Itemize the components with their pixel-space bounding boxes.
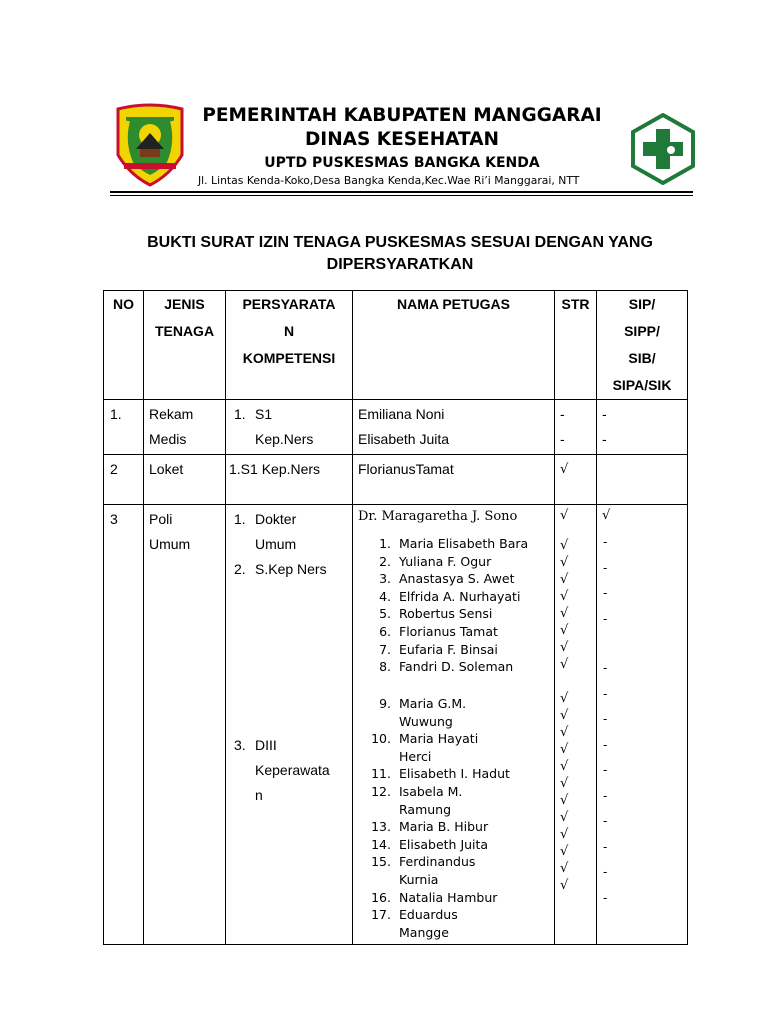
list-item-number: 11. [371, 766, 391, 782]
str-checkmark: √ [560, 861, 569, 876]
list-item-name: Maria B. Hibur [399, 819, 489, 835]
header-government: PEMERINTAH KABUPATEN MANGGARAI [202, 105, 602, 126]
sip-dash: - [603, 585, 608, 600]
str-checkmark: √ [560, 606, 569, 621]
header-rule-top [110, 191, 693, 193]
list-item-name: Eduardus [399, 907, 458, 923]
list-item-name: Ramung [399, 801, 452, 817]
row2-str: √ [560, 462, 569, 477]
header-jenis-2: TENAGA [154, 323, 215, 339]
sip-dash: - [603, 685, 608, 701]
sip-dash: - [603, 660, 608, 675]
row3-req3-line3: n [255, 787, 263, 803]
sip-dash: - [603, 610, 608, 626]
header-persyaratan-2: N [283, 323, 295, 339]
list-item-number: 4. [379, 588, 391, 604]
row3-req1-line2: Umum [255, 536, 297, 552]
staff-list-a [353, 535, 553, 676]
header-sip-4: SIPA/SIK [612, 377, 672, 393]
list-item [353, 730, 553, 765]
str-checkmark: √ [560, 759, 569, 774]
regency-crest-logo [110, 103, 190, 188]
list-item-number: 6. [379, 623, 391, 639]
row3-jenis-2: Umum [149, 536, 191, 552]
header-sip-3: SIB/ [628, 350, 656, 366]
row3-no: 3 [110, 511, 118, 527]
list-item-number: 17. [371, 907, 391, 923]
header-rule-bottom [110, 195, 693, 196]
document-title-line2: DIPERSYARATKAN [326, 256, 474, 273]
str-checkmark: √ [560, 725, 569, 740]
list-item-name: Maria G.M. [399, 696, 467, 711]
row3-req3-line2: Keperawata [255, 762, 330, 778]
row1-req-line2: Kep.Ners [255, 431, 314, 447]
list-item-name: Yuliana F. Ogur [399, 553, 492, 569]
list-item [353, 818, 553, 836]
row1-sip-2: - [602, 431, 607, 447]
str-checkmark: √ [560, 538, 569, 553]
row1-str-1: - [560, 406, 565, 422]
table-row [104, 505, 688, 945]
list-item-number: 5. [379, 606, 391, 622]
list-item-name: Maria Hayati [399, 731, 479, 747]
list-item [353, 535, 553, 553]
list-item [353, 623, 553, 641]
list-item-number: 1. [379, 536, 391, 551]
header-nama: NAMA PETUGAS [396, 296, 511, 312]
row1-str-2: - [560, 431, 565, 447]
list-item-name: Wuwung [399, 713, 453, 729]
header-jenis-1: JENIS [164, 296, 205, 312]
list-item [353, 783, 553, 818]
row2-req: 1.S1 Kep.Ners [229, 461, 321, 477]
list-item-number: 14. [371, 836, 391, 852]
table-header-row [104, 291, 688, 400]
list-item [353, 588, 553, 606]
list-item-number: 3. [379, 571, 391, 587]
row1-req-num: 1. [234, 406, 246, 422]
str-checkmark: √ [560, 623, 569, 638]
str-checkmark: √ [560, 572, 569, 587]
header-persyaratan-1: PERSYARATA [242, 296, 336, 312]
list-item-name: Herci [399, 748, 432, 764]
str-checkmark: √ [560, 776, 569, 791]
row2-jenis: Loket [149, 461, 184, 477]
list-item-name: Maria Elisabeth Bara [399, 536, 529, 551]
sip-dashes-b [603, 655, 607, 910]
header-department: DINAS KESEHATAN [304, 129, 500, 150]
list-item-name: Natalia Hambur [399, 889, 498, 905]
str-checkmark: √ [560, 555, 569, 570]
list-item-name: Eufaria F. Binsai [399, 641, 498, 657]
row1-jenis-1: Rekam [149, 406, 194, 422]
header-sip-1: SIP/ [628, 296, 656, 312]
str-checkmark: √ [560, 691, 569, 706]
document-title-line1: BUKTI SURAT IZIN TENAGA PUSKESMAS SESUAI DENGAN YANG [147, 234, 653, 251]
str-checkmark: √ [560, 742, 569, 757]
sip-dash: - [603, 559, 608, 575]
row3-doctor-str: √ [560, 508, 569, 523]
list-item-name: Kurnia [399, 871, 439, 887]
list-item [353, 553, 553, 571]
row1-sip-1: - [602, 406, 607, 422]
list-item [353, 658, 553, 676]
str-checkmark: √ [560, 878, 569, 893]
list-item-number: 12. [371, 783, 391, 799]
header-persyaratan-3: KOMPETENSI [242, 350, 336, 366]
sip-dash: - [603, 838, 608, 854]
row1-no: 1. [110, 406, 122, 422]
list-item-name: Isabela M. [399, 783, 463, 799]
table-row [104, 400, 688, 455]
str-checks-b [560, 690, 568, 894]
str-checkmark: √ [560, 589, 569, 604]
sip-dash: - [603, 711, 608, 726]
list-item-name: Robertus Sensi [399, 606, 493, 622]
header-unit: UPTD PUSKESMAS BANGKA KENDA [264, 155, 540, 171]
header-address: Jl. Lintas Kenda-Koko,Desa Bangka Kenda,Kec.Wae Ri’i Manggarai, NTT [198, 174, 580, 187]
list-item-name: Elisabeth Juita [399, 836, 489, 852]
sip-dash: - [603, 762, 608, 777]
list-item [353, 641, 553, 659]
list-item-name: Florianus Tamat [399, 623, 498, 639]
list-item [353, 695, 553, 730]
list-item [353, 605, 553, 623]
row3-req1-num: 1. [234, 511, 246, 527]
row3-req2-line1: S.Kep Ners [255, 561, 327, 577]
list-item-number: 10. [371, 731, 391, 747]
list-item-name: Mangge [399, 924, 449, 940]
row1-req-line1: S1 [255, 406, 273, 422]
row3-doctor-name: Dr. Maragaretha J. Sono [358, 509, 518, 524]
row3-req3-num: 3. [234, 737, 246, 753]
list-item-number: 16. [371, 889, 391, 905]
sip-dash: - [603, 787, 608, 803]
list-item-name: Ferdinandus [399, 854, 476, 870]
str-checkmark: √ [560, 708, 569, 723]
str-checkmark: √ [560, 844, 569, 859]
puskesmas-logo [630, 113, 696, 185]
list-item-number: 8. [379, 659, 391, 675]
row2-no: 2 [110, 461, 118, 477]
row1-name-1: Emiliana Noni [358, 406, 445, 422]
list-item [353, 906, 553, 941]
row1-jenis-2: Medis [149, 431, 187, 447]
sip-dash: - [603, 736, 608, 752]
sip-dash: - [603, 889, 608, 905]
sip-dash: - [603, 813, 608, 828]
row3-doctor-sip: √ [602, 508, 611, 523]
list-item-number: 9. [379, 696, 391, 711]
header-no: NO [113, 296, 134, 312]
list-item-name: Fandri D. Soleman [399, 659, 514, 675]
list-item-number: 13. [371, 819, 391, 835]
row3-req3-line1: DIII [255, 737, 277, 753]
list-item [353, 889, 553, 907]
list-item [353, 765, 553, 783]
list-item-number: 15. [371, 854, 391, 870]
header-sip-2: SIPP/ [624, 323, 660, 339]
header-str: STR [561, 296, 590, 312]
row3-req2-num: 2. [234, 561, 246, 577]
staff-license-table [103, 290, 688, 945]
str-checkmark: √ [560, 810, 569, 825]
row2-name: FlorianusTamat [358, 461, 454, 477]
row1-name-2: Elisabeth Juita [358, 431, 450, 447]
row3-jenis-1: Poli [149, 511, 173, 527]
list-item [353, 570, 553, 588]
str-checkmark: √ [560, 827, 569, 842]
str-checkmark: √ [560, 657, 569, 672]
list-item-number: 2. [379, 553, 391, 569]
table-row [104, 455, 688, 505]
list-item-name: Elfrida A. Nurhayati [399, 588, 521, 604]
list-item-name: Anastasya S. Awet [399, 571, 515, 587]
list-item-name: Elisabeth I. Hadut [399, 766, 510, 782]
sip-dash: - [603, 534, 608, 549]
str-checks-a [560, 537, 568, 673]
str-checkmark: √ [560, 640, 569, 655]
list-item-number: 7. [379, 641, 391, 657]
list-item [353, 853, 553, 888]
staff-list-b [353, 695, 553, 941]
sip-dashes-a [603, 529, 607, 631]
list-item [353, 836, 553, 854]
row3-req1-line1: Dokter [255, 511, 297, 527]
sip-dash: - [603, 864, 608, 879]
str-checkmark: √ [560, 793, 569, 808]
